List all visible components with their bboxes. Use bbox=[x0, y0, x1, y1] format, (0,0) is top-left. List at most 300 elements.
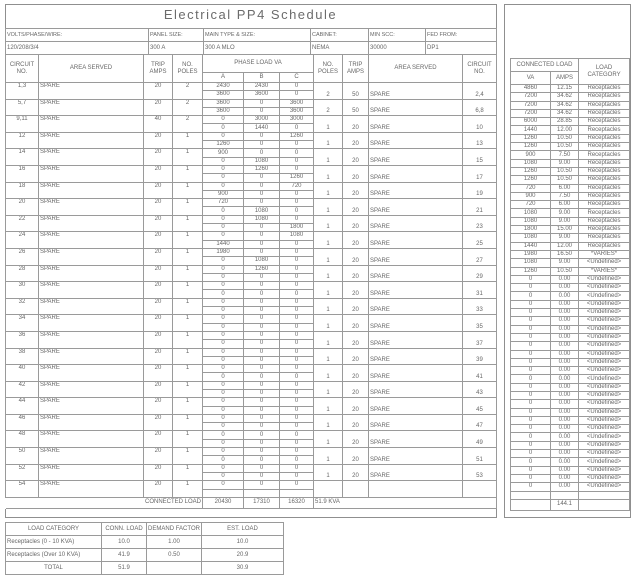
connected-load-row bbox=[511, 309, 630, 317]
circuit-no-left-cell: 54 bbox=[6, 481, 39, 498]
load-category-cell: Receptacles bbox=[579, 126, 630, 134]
connected-load-row bbox=[511, 425, 630, 433]
phase-c-cell: 3600 bbox=[280, 107, 314, 115]
load-category-cell: <Undefined> bbox=[579, 284, 630, 292]
va-cell: 1260 bbox=[511, 176, 551, 184]
header-area-served-right: AREA SERVED bbox=[369, 55, 463, 83]
connected-load-row bbox=[511, 176, 630, 184]
area-served-right-cell: SPARE bbox=[369, 199, 463, 216]
phase-a-cell: 0 bbox=[203, 340, 244, 348]
connected-load-row bbox=[511, 159, 630, 167]
trip-amps-right-cell: 20 bbox=[343, 248, 369, 265]
connected-load-row bbox=[511, 466, 630, 474]
no-poles-left-cell: 1 bbox=[173, 414, 203, 431]
va-cell: 1080 bbox=[511, 159, 551, 167]
load-category-header: LOAD CATEGORY bbox=[579, 59, 630, 85]
phase-c-cell: 3600 bbox=[280, 99, 314, 107]
va-cell: 0 bbox=[511, 325, 551, 333]
va-cell: 1260 bbox=[511, 143, 551, 151]
area-served-right-cell: SPARE bbox=[369, 182, 463, 199]
phase-a-cell: 0 bbox=[203, 389, 244, 397]
circuit-row-line1 bbox=[6, 165, 497, 173]
area-served-left-cell: SPARE bbox=[39, 282, 144, 299]
no-poles-right-cell: 1 bbox=[314, 348, 343, 365]
phase-b-cell: 0 bbox=[244, 439, 280, 447]
connected-load-row bbox=[511, 126, 630, 134]
trip-amps-left-cell: 20 bbox=[144, 165, 173, 182]
no-poles-right-cell: 1 bbox=[314, 182, 343, 199]
phase-b-cell: 1080 bbox=[244, 157, 280, 165]
no-poles-left-cell: 1 bbox=[173, 132, 203, 149]
connected-load-row bbox=[511, 284, 630, 292]
circuit-no-right-cell: 43 bbox=[463, 381, 497, 398]
trip-amps-right-cell: 20 bbox=[343, 182, 369, 199]
area-served-right-cell: SPARE bbox=[369, 348, 463, 365]
phase-b-cell: 0 bbox=[244, 431, 280, 439]
circuit-row-line1 bbox=[6, 149, 497, 157]
phase-a-cell: 0 bbox=[203, 414, 244, 422]
area-served-right-cell: SPARE bbox=[369, 381, 463, 398]
circuit-row-line1 bbox=[6, 215, 497, 223]
va-cell: 0 bbox=[511, 275, 551, 283]
load-category-cell: Receptacles bbox=[579, 184, 630, 192]
circuit-row-line1 bbox=[6, 132, 497, 140]
phase-a-cell: 0 bbox=[203, 116, 244, 124]
connected-load-row bbox=[511, 151, 630, 159]
load-category-cell: <Undefined> bbox=[579, 458, 630, 466]
phase-c-cell: 0 bbox=[280, 282, 314, 290]
load-category-cell: Receptacles bbox=[579, 201, 630, 209]
connected-load-row bbox=[511, 416, 630, 424]
area-served-left-cell: SPARE bbox=[39, 365, 144, 382]
va-cell: 7200 bbox=[511, 93, 551, 101]
circuit-row-line1 bbox=[6, 398, 497, 406]
spacer-cell bbox=[511, 491, 551, 499]
demand-summary-row bbox=[6, 549, 284, 562]
load-category-cell: <Undefined> bbox=[579, 367, 630, 375]
load-category-cell: <Undefined> bbox=[579, 358, 630, 366]
circuit-no-right-cell: 23 bbox=[463, 215, 497, 232]
circuit-no-left-cell: 42 bbox=[6, 381, 39, 398]
cabinet-value: NEMA bbox=[311, 42, 369, 55]
phase-a-cell: 0 bbox=[203, 431, 244, 439]
phase-b-cell: 0 bbox=[244, 248, 280, 256]
phase-c-cell: 0 bbox=[280, 448, 314, 456]
summary-est-load-header: EST. LOAD bbox=[202, 523, 284, 536]
load-category-cell: <Undefined> bbox=[579, 275, 630, 283]
header-no-poles-left: NO. POLES bbox=[173, 55, 203, 83]
circuit-row-line1 bbox=[6, 298, 497, 306]
amps-cell: 16.50 bbox=[551, 250, 579, 258]
phase-b-cell: 0 bbox=[244, 423, 280, 431]
load-category-cell: Receptacles bbox=[579, 234, 630, 242]
phase-b-cell: 1080 bbox=[244, 257, 280, 265]
phase-a-cell: 3600 bbox=[203, 91, 244, 99]
connected-load-row bbox=[511, 342, 630, 350]
phase-c-cell: 0 bbox=[280, 157, 314, 165]
phase-b-cell: 0 bbox=[244, 149, 280, 157]
area-served-left-cell: SPARE bbox=[39, 398, 144, 415]
summary-demand-factor-cell bbox=[147, 562, 202, 575]
phase-a-cell: 0 bbox=[203, 157, 244, 165]
load-category-cell: Receptacles bbox=[579, 151, 630, 159]
connected-load-row bbox=[511, 292, 630, 300]
area-served-right-cell: SPARE bbox=[369, 431, 463, 448]
area-served-left-cell: SPARE bbox=[39, 298, 144, 315]
demand-summary-header-row bbox=[6, 523, 284, 536]
phase-c-cell: 1800 bbox=[280, 224, 314, 232]
area-served-right-cell: SPARE bbox=[369, 132, 463, 149]
summary-category-cell: TOTAL bbox=[6, 562, 102, 575]
amps-cell: 10.50 bbox=[551, 134, 579, 142]
circuit-no-right-cell: 53 bbox=[463, 464, 497, 481]
amps-cell: 0.00 bbox=[551, 342, 579, 350]
va-cell: 1260 bbox=[511, 134, 551, 142]
amps-cell: 0.00 bbox=[551, 275, 579, 283]
phase-c-cell: 0 bbox=[280, 381, 314, 389]
circuit-no-left-cell: 14 bbox=[6, 149, 39, 166]
phase-c-cell: 0 bbox=[280, 481, 314, 489]
no-poles-left-cell: 1 bbox=[173, 381, 203, 398]
va-cell: 0 bbox=[511, 358, 551, 366]
phase-b-cell: 0 bbox=[244, 232, 280, 240]
phase-b-cell: 0 bbox=[244, 481, 280, 489]
connected-load-spacer-row bbox=[511, 491, 630, 499]
area-served-right-cell: SPARE bbox=[369, 414, 463, 431]
phase-c-cell: 0 bbox=[280, 348, 314, 356]
trip-amps-left-cell: 20 bbox=[144, 448, 173, 465]
phase-c-cell: 0 bbox=[280, 240, 314, 248]
phase-c-cell: 0 bbox=[280, 149, 314, 157]
circuit-no-left-cell: 20 bbox=[6, 199, 39, 216]
panel-size-label: PANEL SIZE: bbox=[149, 29, 204, 42]
load-category-cell: <Undefined> bbox=[579, 408, 630, 416]
area-served-left-cell: SPARE bbox=[39, 215, 144, 232]
trip-amps-left-cell: 20 bbox=[144, 481, 173, 498]
phase-c-cell: 0 bbox=[280, 298, 314, 306]
amps-cell: 0.00 bbox=[551, 383, 579, 391]
connected-load-row bbox=[511, 85, 630, 93]
total-va-cell bbox=[511, 499, 551, 510]
load-category-cell: Receptacles bbox=[579, 192, 630, 200]
load-category-cell: Receptacles bbox=[579, 217, 630, 225]
trip-amps-left-cell: 40 bbox=[144, 116, 173, 133]
va-cell: 0 bbox=[511, 425, 551, 433]
circuit-no-left-cell: 44 bbox=[6, 398, 39, 415]
no-poles-left-cell: 1 bbox=[173, 165, 203, 182]
amps-cell: 9.00 bbox=[551, 209, 579, 217]
circuit-schedule-table bbox=[5, 54, 497, 509]
load-category-cell: Receptacles bbox=[579, 109, 630, 117]
circuit-no-right-cell: 51 bbox=[463, 448, 497, 465]
phase-b-cell: 0 bbox=[244, 472, 280, 480]
connected-load-row bbox=[511, 192, 630, 200]
va-cell: 1980 bbox=[511, 250, 551, 258]
phase-a-cell: 0 bbox=[203, 232, 244, 240]
circuit-no-right-cell: 21 bbox=[463, 199, 497, 216]
summary-est-load-cell: 10.0 bbox=[202, 536, 284, 549]
trip-amps-left-cell: 20 bbox=[144, 398, 173, 415]
phase-a-cell: 0 bbox=[203, 398, 244, 406]
phase-c-cell bbox=[280, 489, 314, 497]
no-poles-right-cell: 1 bbox=[314, 265, 343, 282]
phase-b-cell: 1440 bbox=[244, 124, 280, 132]
amps-cell: 0.00 bbox=[551, 441, 579, 449]
circuit-no-left-cell: 40 bbox=[6, 365, 39, 382]
phase-b-cell: 0 bbox=[244, 356, 280, 364]
va-cell: 1080 bbox=[511, 259, 551, 267]
area-served-left-cell: SPARE bbox=[39, 132, 144, 149]
phase-b-cell: 0 bbox=[244, 456, 280, 464]
phase-a-cell: 0 bbox=[203, 356, 244, 364]
load-category-cell: <Undefined> bbox=[579, 342, 630, 350]
phase-c-cell: 3000 bbox=[280, 116, 314, 124]
amps-cell: 0.00 bbox=[551, 284, 579, 292]
phase-b-cell: 0 bbox=[244, 307, 280, 315]
no-poles-left-cell: 1 bbox=[173, 315, 203, 332]
connected-load-row bbox=[511, 109, 630, 117]
load-category-cell: <Undefined> bbox=[579, 400, 630, 408]
no-poles-left-cell: 1 bbox=[173, 149, 203, 166]
area-served-right-cell: SPARE bbox=[369, 464, 463, 481]
circuit-no-right-cell: 25 bbox=[463, 232, 497, 249]
area-served-right-cell: SPARE bbox=[369, 331, 463, 348]
circuit-no-left-cell: 30 bbox=[6, 282, 39, 299]
va-header: VA bbox=[511, 72, 551, 85]
trip-amps-right-cell: 20 bbox=[343, 165, 369, 182]
trip-amps-left-cell: 20 bbox=[144, 348, 173, 365]
phase-a-total: 20430 bbox=[203, 497, 244, 508]
no-poles-right-cell: 1 bbox=[314, 232, 343, 249]
load-category-cell: <Undefined> bbox=[579, 450, 630, 458]
va-cell: 0 bbox=[511, 284, 551, 292]
area-served-left-cell: SPARE bbox=[39, 199, 144, 216]
va-cell: 0 bbox=[511, 433, 551, 441]
connected-load-row bbox=[511, 118, 630, 126]
page-title: Electrical PP4 Schedule bbox=[163, 7, 338, 22]
connected-load-row bbox=[511, 250, 630, 258]
connected-load-row bbox=[511, 93, 630, 101]
amps-cell: 10.50 bbox=[551, 267, 579, 275]
circuit-row-line1 bbox=[6, 248, 497, 256]
amps-cell: 0.00 bbox=[551, 458, 579, 466]
phase-c-cell: 0 bbox=[280, 248, 314, 256]
phase-b-cell: 1260 bbox=[244, 265, 280, 273]
volts-phase-wire-value: 120/208/3/4 bbox=[6, 42, 149, 55]
circuit-row-line1 bbox=[6, 99, 497, 107]
load-category-cell: *VARIES* bbox=[579, 250, 630, 258]
phase-c-cell: 0 bbox=[280, 472, 314, 480]
no-poles-left-cell: 1 bbox=[173, 331, 203, 348]
circuit-row-line1 bbox=[6, 381, 497, 389]
no-poles-right-cell: 2 bbox=[314, 99, 343, 116]
demand-summary-body bbox=[6, 536, 284, 575]
load-category-cell: <Undefined> bbox=[579, 259, 630, 267]
trip-amps-right-cell: 20 bbox=[343, 381, 369, 398]
phase-b-cell: 0 bbox=[244, 464, 280, 472]
phase-a-cell: 0 bbox=[203, 323, 244, 331]
area-served-right-cell: SPARE bbox=[369, 298, 463, 315]
amps-cell: 0.00 bbox=[551, 450, 579, 458]
circuit-no-left-cell: 26 bbox=[6, 248, 39, 265]
no-poles-right-cell: 1 bbox=[314, 315, 343, 332]
area-served-right-cell: SPARE bbox=[369, 448, 463, 465]
no-poles-right-cell: 1 bbox=[314, 215, 343, 232]
area-served-left-cell: SPARE bbox=[39, 149, 144, 166]
trip-amps-right-cell: 20 bbox=[343, 398, 369, 415]
panel-size-value: 300 A bbox=[149, 42, 204, 55]
total-kva: 51.9 KVA bbox=[314, 497, 497, 508]
phase-c-cell: 0 bbox=[280, 340, 314, 348]
phase-a-cell: 0 bbox=[203, 373, 244, 381]
circuit-row-line1 bbox=[6, 481, 497, 489]
spacer-cell bbox=[551, 491, 579, 499]
summary-load-category-header: LOAD CATEGORY bbox=[6, 523, 102, 536]
connected-load-row bbox=[511, 450, 630, 458]
connected-load-row bbox=[511, 275, 630, 283]
area-served-right-cell: SPARE bbox=[369, 282, 463, 299]
trip-amps-right-cell: 20 bbox=[343, 215, 369, 232]
phase-b-cell: 0 bbox=[244, 298, 280, 306]
circuit-no-right-cell: 19 bbox=[463, 182, 497, 199]
load-category-cell: Receptacles bbox=[579, 176, 630, 184]
schedule-header-row bbox=[6, 55, 497, 73]
circuit-row-line1 bbox=[6, 448, 497, 456]
circuit-no-left-cell: 48 bbox=[6, 431, 39, 448]
no-poles-left-cell: 1 bbox=[173, 248, 203, 265]
load-category-cell: <Undefined> bbox=[579, 466, 630, 474]
load-category-cell: Receptacles bbox=[579, 93, 630, 101]
area-served-left-cell: SPARE bbox=[39, 348, 144, 365]
fed-from-value: DP1 bbox=[426, 42, 497, 55]
connected-load-totals-label: CONNECTED LOAD bbox=[6, 497, 203, 508]
summary-category-cell: Receptacles (Over 10 KVA) bbox=[6, 549, 102, 562]
phase-b-cell: 0 bbox=[244, 282, 280, 290]
circuit-no-left-cell: 46 bbox=[6, 414, 39, 431]
no-poles-right-cell: 1 bbox=[314, 398, 343, 415]
trip-amps-left-cell: 20 bbox=[144, 132, 173, 149]
schedule-body bbox=[6, 83, 497, 498]
amps-cell: 0.00 bbox=[551, 292, 579, 300]
circuit-no-right-cell: 35 bbox=[463, 315, 497, 332]
trip-amps-right-cell: 20 bbox=[343, 448, 369, 465]
circuit-row-line1 bbox=[6, 83, 497, 91]
va-cell: 0 bbox=[511, 309, 551, 317]
amps-cell: 0.00 bbox=[551, 408, 579, 416]
min-scc-value: 30000 bbox=[369, 42, 426, 55]
no-poles-left-cell: 1 bbox=[173, 298, 203, 315]
connected-load-row bbox=[511, 134, 630, 142]
phase-a-cell: 0 bbox=[203, 165, 244, 173]
trip-amps-left-cell: 20 bbox=[144, 464, 173, 481]
circuit-no-left-cell: 9,11 bbox=[6, 116, 39, 133]
connected-load-row bbox=[511, 234, 630, 242]
header-circuit-no-left: CIRCUIT NO. bbox=[6, 55, 39, 83]
va-cell: 720 bbox=[511, 184, 551, 192]
no-poles-right-cell: 1 bbox=[314, 298, 343, 315]
no-poles-left-cell: 1 bbox=[173, 365, 203, 382]
phase-a-cell: 0 bbox=[203, 182, 244, 190]
va-cell: 7200 bbox=[511, 109, 551, 117]
no-poles-right-cell: 2 bbox=[314, 83, 343, 100]
phase-c-cell: 0 bbox=[280, 456, 314, 464]
va-cell: 0 bbox=[511, 333, 551, 341]
phase-a-cell: 0 bbox=[203, 439, 244, 447]
amps-header: AMPS bbox=[551, 72, 579, 85]
connected-load-row bbox=[511, 167, 630, 175]
amps-cell: 12.15 bbox=[551, 85, 579, 93]
phase-a-cell: 0 bbox=[203, 481, 244, 489]
no-poles-right-cell: 1 bbox=[314, 365, 343, 382]
connected-load-row bbox=[511, 209, 630, 217]
amps-cell: 0.00 bbox=[551, 309, 579, 317]
va-cell: 1260 bbox=[511, 167, 551, 175]
area-served-left-cell: SPARE bbox=[39, 414, 144, 431]
amps-cell: 34.62 bbox=[551, 109, 579, 117]
area-served-left-cell: SPARE bbox=[39, 448, 144, 465]
load-category-cell: *VARIES* bbox=[579, 267, 630, 275]
volts-phase-wire-label: VOLTS/PHASE/WIRE: bbox=[6, 29, 149, 42]
circuit-row-line1 bbox=[6, 182, 497, 190]
header-trip-amps-right: TRIP AMPS bbox=[343, 55, 369, 83]
amps-cell: 12.00 bbox=[551, 126, 579, 134]
connected-load-row bbox=[511, 367, 630, 375]
load-category-cell: <Undefined> bbox=[579, 309, 630, 317]
connected-load-totals-row bbox=[6, 497, 497, 508]
load-category-cell: <Undefined> bbox=[579, 416, 630, 424]
trip-amps-left-cell: 20 bbox=[144, 83, 173, 100]
total-amps-cell: 144.1 bbox=[551, 499, 579, 510]
phase-a-cell: 0 bbox=[203, 290, 244, 298]
header-area-served-left: AREA SERVED bbox=[39, 55, 144, 83]
circuit-no-left-cell: 36 bbox=[6, 331, 39, 348]
phase-c-cell: 0 bbox=[280, 91, 314, 99]
circuit-no-right-cell: 27 bbox=[463, 248, 497, 265]
va-cell: 0 bbox=[511, 375, 551, 383]
trip-amps-left-cell: 20 bbox=[144, 248, 173, 265]
trip-amps-left-cell: 20 bbox=[144, 199, 173, 216]
trip-amps-right-cell: 20 bbox=[343, 232, 369, 249]
va-cell: 0 bbox=[511, 400, 551, 408]
circuit-row-line1 bbox=[6, 315, 497, 323]
phase-a-cell: 0 bbox=[203, 307, 244, 315]
fed-from-label: FED FROM: bbox=[426, 29, 497, 42]
summary-demand-factor-header: DEMAND FACTOR bbox=[147, 523, 202, 536]
phase-c-cell: 0 bbox=[280, 190, 314, 198]
area-served-right-cell: SPARE bbox=[369, 116, 463, 133]
circuit-no-right-cell: 47 bbox=[463, 414, 497, 431]
trip-amps-left-cell: 20 bbox=[144, 149, 173, 166]
phase-a-cell: 0 bbox=[203, 215, 244, 223]
no-poles-right-cell: 1 bbox=[314, 431, 343, 448]
phase-b-cell: 2430 bbox=[244, 83, 280, 91]
phase-a-cell: 0 bbox=[203, 257, 244, 265]
va-cell: 0 bbox=[511, 317, 551, 325]
trip-amps-left-cell: 20 bbox=[144, 282, 173, 299]
load-category-cell: <Undefined> bbox=[579, 391, 630, 399]
connected-load-row bbox=[511, 333, 630, 341]
load-category-cell: <Undefined> bbox=[579, 300, 630, 308]
main-type-size-label: MAIN TYPE & SIZE: bbox=[204, 29, 311, 42]
phase-a-cell: 0 bbox=[203, 132, 244, 140]
no-poles-left-cell: 2 bbox=[173, 83, 203, 100]
area-served-left-cell: SPARE bbox=[39, 464, 144, 481]
circuit-row-line1 bbox=[6, 431, 497, 439]
circuit-no-right-cell: 17 bbox=[463, 165, 497, 182]
trip-amps-right-cell: 20 bbox=[343, 116, 369, 133]
trip-amps-right-cell: 20 bbox=[343, 464, 369, 481]
panel-info-values bbox=[6, 42, 497, 55]
